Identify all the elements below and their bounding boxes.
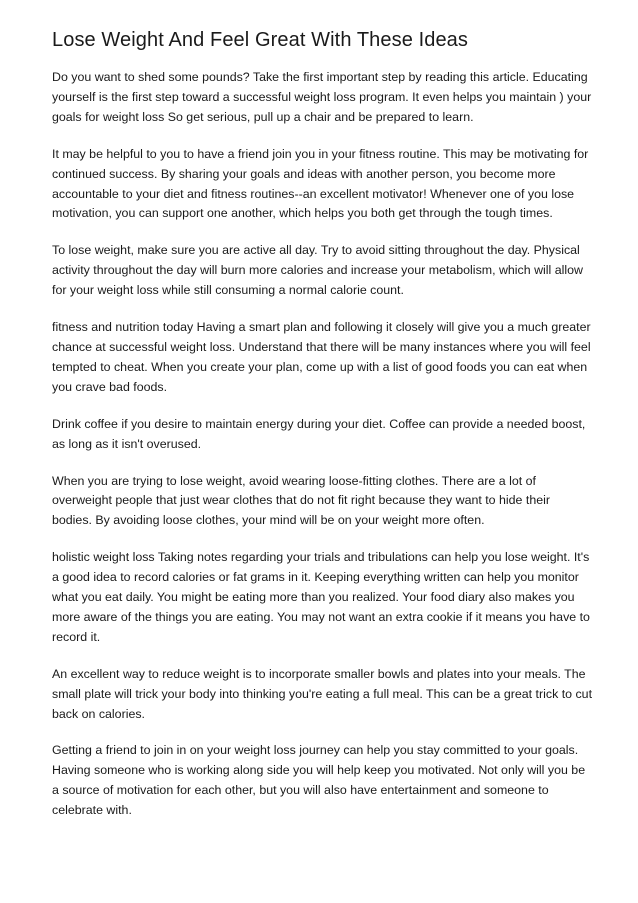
document-page <box>52 26 592 838</box>
paragraph-2: It may be helpful to you to have a friend join you in your fitness routine. This may be motivating for continued success. By sharing your goals and ideas with another person, you become more accountable to your diet and fitness routines--an excellent motivator! Whenever one of you lose motivation, you can support one another, which helps you both get through the tough times. <box>52 146 589 221</box>
paragraph-6: When you are trying to lose weight, avoid wearing loose-fitting clothes. There are a lot of overweight people that just wear clothes that do not fit right because they want to hide their bodies. By avoiding loose clothes, your mind will be on your weight more often. <box>52 473 550 528</box>
document-title: Lose Weight And Feel Great With These Ideas <box>52 29 469 51</box>
paragraph-8: An excellent way to reduce weight is to incorporate smaller bowls and plates into your meals. The small plate will trick your body into thinking you're eating a full meal. This can be a great trick to cut back on calories. <box>52 666 593 721</box>
paragraph-1: Do you want to shed some pounds? Take the first important step by reading this article. Educating yourself is the first step toward a successful weight loss program. It even helps you maintain ) your goals for weight loss So get serious, pull up a chair and be prepared to learn. <box>52 70 592 124</box>
paragraph-9: Getting a friend to join in on your weight loss journey can help you stay committed to your goals. Having someone who is working along side you will help keep you motivated. Not only will you be a source of motivation for each other, but you will also have entertainment and someone to celebrate with. <box>52 743 586 818</box>
paragraph-7: holistic weight loss Taking notes regarding your trials and tribulations can help you lose weight. It's a good idea to record calories or fat grams in it. Keeping everything written can help you monitor what you eat daily. You might be eating more than you realized. Your food diary also makes you more aware of the things you are eating. You may not want an extra cookie if it means you have to record it. <box>52 550 590 644</box>
paragraph-3: To lose weight, make sure you are active all day. Try to avoid sitting throughout the day. Physical activity throughout the day will burn more calories and increase your metabolism, which will allow for your weight loss while still consuming a normal calorie count. <box>52 243 583 298</box>
paragraph-5: Drink coffee if you desire to maintain energy during your diet. Coffee can provide a needed boost, as long as it isn't overused. <box>52 416 586 451</box>
paragraph-4: fitness and nutrition today Having a smart plan and following it closely will give you a much greater chance at successful weight loss. Understand that there will be many instances where you will feel tempted to cheat. When you create your plan, come up with a list of good foods you can eat when you crave bad foods. <box>52 320 591 394</box>
